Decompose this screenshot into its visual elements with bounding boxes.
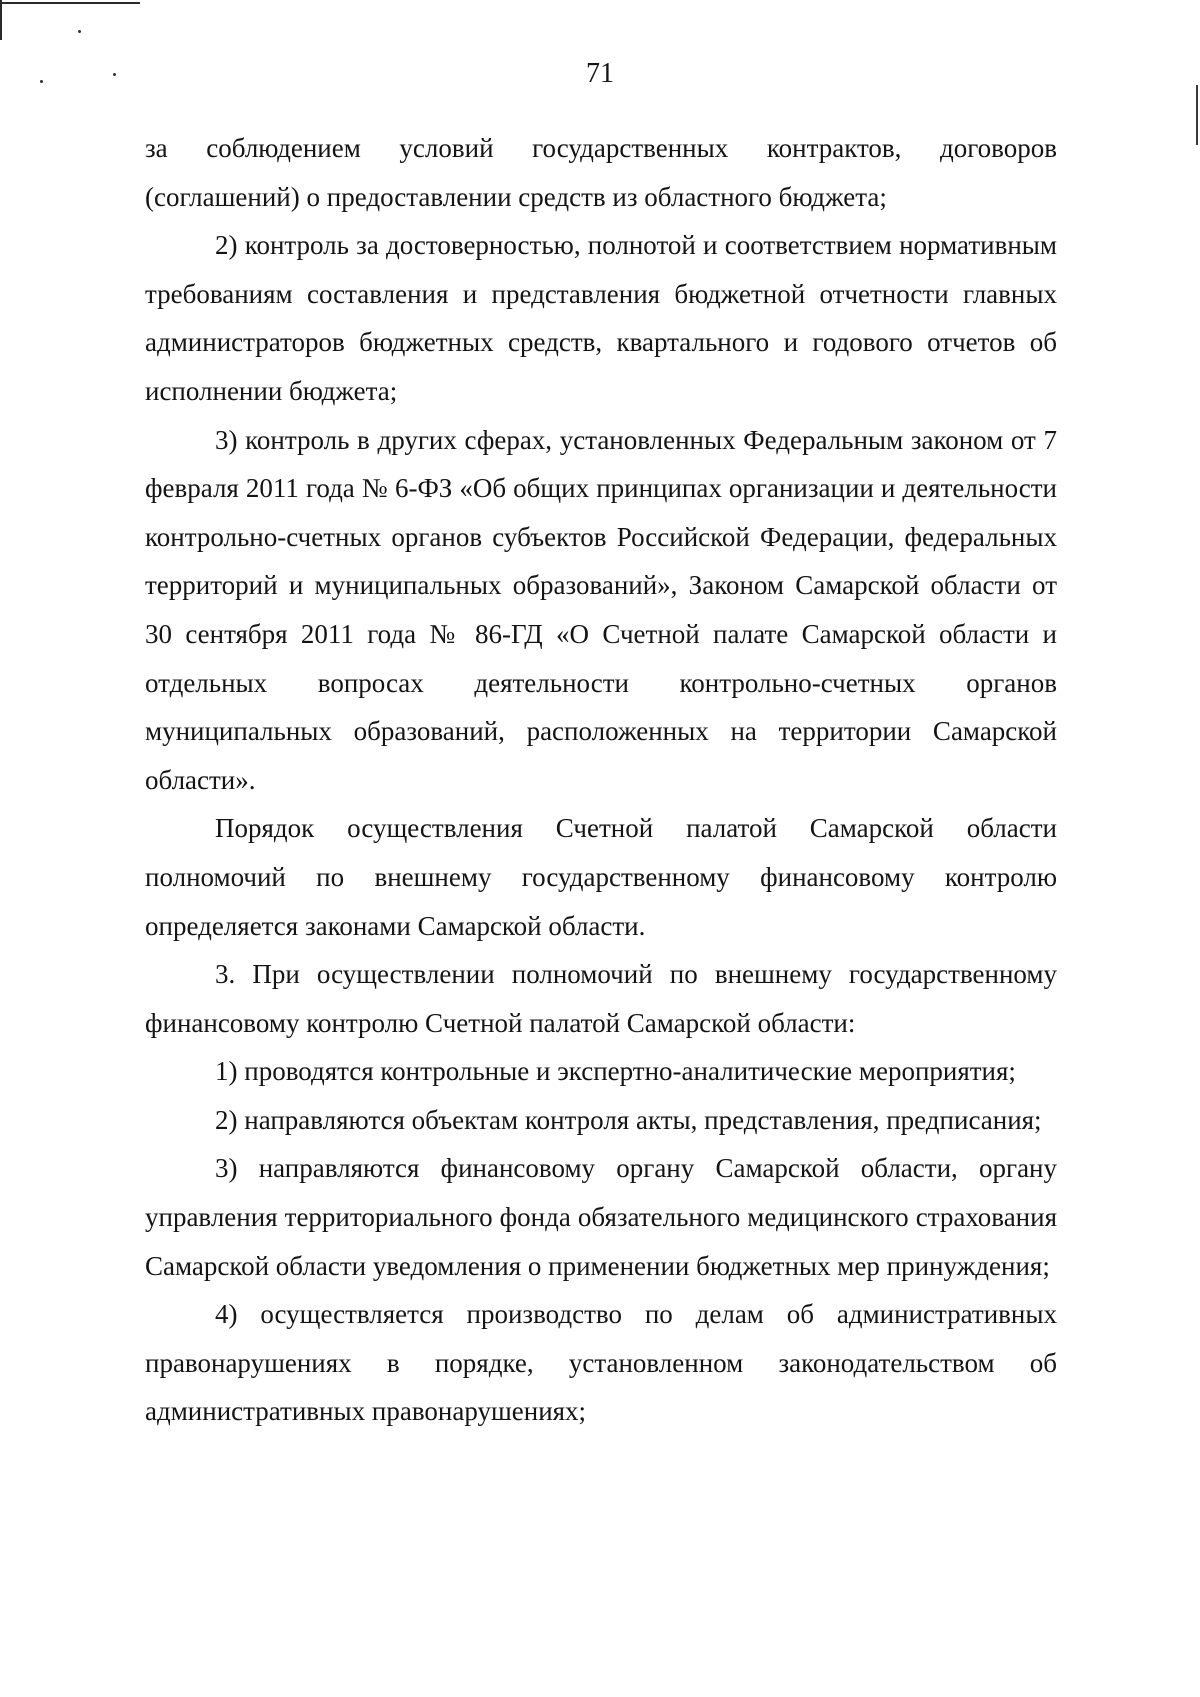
scan-edge-line [0, 0, 2, 40]
document-body [145, 124, 1057, 1436]
scan-speck [78, 30, 81, 33]
scan-edge-line [0, 2, 140, 4]
paragraph: 1) проводятся контрольные и экспертно-аналитические мероприятия; [215, 1056, 1016, 1087]
paragraph: Порядок осуществления Счетной палатой Самарской области полномочий по внешнему государственному финансовому контролю определяется законами Самарской области. [145, 813, 1057, 941]
paragraph: 3) контроль в других сферах, установленных Федеральным законом от 7 февраля 2011 года № 6-ФЗ «Об общих принципах организации и деятельности контрольно-счетных органов субъектов Российской Федерации, федеральных территорий и муниципальных образований», Законом Самарской области от 30 сентября 2011 года № 86-ГД «О Счетной палате Самарской области и отдельных вопросах деятельности контрольно-счетных органов муниципальных образований, расположенных на территории Самарской области». [145, 424, 1057, 795]
paragraph: 2) контроль за достоверностью, полнотой и соответствием нормативным требованиям составления и представления бюджетной отчетности главных администраторов бюджетных средств, квартального и годового отчетов об исполнении бюджета; [145, 230, 1057, 406]
page-number: 71 [586, 58, 614, 89]
paragraph: 3) направляются финансовому органу Самарской области, органу управления территориального фонда обязательного медицинского страхования Самарской области уведомления о применении бюджетных мер принуждения; [145, 1153, 1057, 1281]
paragraph: 3. При осуществлении полномочий по внешнему государственному финансовому контролю Счетной палатой Самарской области: [145, 959, 1057, 1038]
paragraph: 2) направляются объектам контроля акты, представления, предписания; [215, 1104, 1042, 1135]
paragraph: за соблюдением условий государственных контрактов, договоров (соглашений) о предоставлении средств из областного бюджета; [145, 133, 1057, 212]
paragraph: 4) осуществляется производство по делам об административных правонарушениях в порядке, установленном законодательством об административных правонарушениях; [145, 1299, 1057, 1427]
scan-edge-line [1196, 85, 1198, 145]
